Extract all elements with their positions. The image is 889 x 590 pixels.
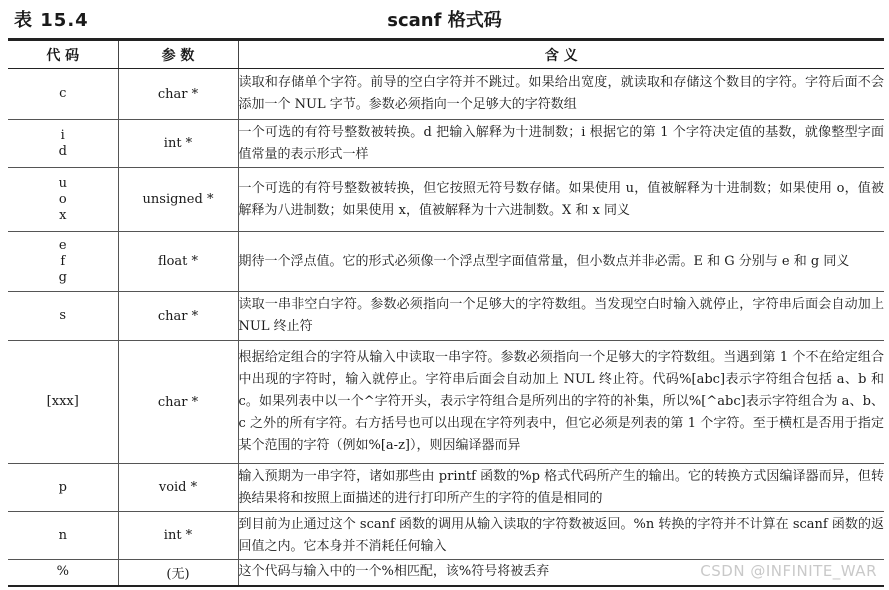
format-code: %	[56, 564, 69, 580]
description-cell: 到目前为止通过这个 scanf 函数的调用从输入读取的字符数被返回。%n 转换的字符并不计算在 scanf 函数的返回值之内。它本身并不消耗任何输入	[238, 512, 884, 560]
param-cell: void *	[118, 464, 238, 512]
header-code: 代 码	[8, 40, 118, 69]
param-cell: char *	[118, 341, 238, 464]
table-row	[8, 168, 884, 232]
description-cell: 这个代码与输入中的一个%相匹配，该%符号将被丢弃	[238, 560, 884, 586]
param-cell: (无)	[118, 560, 238, 586]
code-cell	[8, 292, 118, 341]
table-number: 表 15.4	[14, 10, 89, 31]
format-code: [xxx]	[46, 394, 79, 409]
header-meaning: 含 义	[238, 40, 884, 69]
format-code: g	[58, 269, 67, 285]
watermark: CSDN @INFINITE_WAR	[700, 562, 877, 580]
scanf-format-table	[8, 38, 884, 587]
table-row	[8, 512, 884, 560]
description-cell: 输入预期为一串字符，诸如那些由 printf 函数的%p 格式代码所产生的输出。它的转换方式因编译器而异，但转换结果将和按照上面描述的进行打印所产生的字符的值是相同的	[238, 464, 884, 512]
code-cell	[8, 341, 118, 464]
table-row	[8, 292, 884, 341]
code-cell	[8, 168, 118, 232]
description-cell: 期待一个浮点值。它的形式必须像一个浮点型字面值常量，但小数点并非必需。E 和 G 分别与 e 和 g 同义	[238, 232, 884, 292]
description-cell: 根据给定组合的字符从输入中读取一串字符。参数必须指向一个足够大的字符数组。当遇到第 1 个不在给定组合中出现的字符时，输入就停止。字符串后面会自动加上 NUL 终止符。代码%[abc]表示字符组合包括 a、b 和 c。如果列表中以一个^字符开头，表示字符组合是所列出的字符的补集，所以%[^abc]表示字符组合为 a、b、c 之外的所有字符。右方括号也可以出现在字符列表中，但它必须是列表的第 1 个字符。至于横杠是否用于指定某个范围的字符（例如%[a-z]），则因编译器而异	[238, 341, 884, 464]
table-row	[8, 120, 884, 168]
header-param: 参 数	[118, 40, 238, 69]
format-code: d	[58, 143, 67, 159]
param-cell: int *	[118, 512, 238, 560]
param-cell: float *	[118, 232, 238, 292]
code-cell	[8, 560, 118, 586]
code-cell	[8, 69, 118, 120]
description-cell: 一个可选的有符号整数被转换，但它按照无符号数存储。如果使用 u，值被解释为十进制数；如果使用 o，值被解释为八进制数；如果使用 x，值被解释为十六进制数。X 和 x 同义	[238, 168, 884, 232]
param-cell: char *	[118, 69, 238, 120]
table-title: scanf 格式码	[387, 10, 502, 31]
format-code: i	[60, 127, 65, 143]
param-cell: char *	[118, 292, 238, 341]
format-code: x	[59, 207, 67, 223]
format-code: p	[58, 479, 67, 495]
code-cell	[8, 232, 118, 292]
format-code: u	[58, 175, 67, 191]
description-cell: 读取和存储单个字符。前导的空白字符并不跳过。如果给出宽度，就读取和存储这个数目的字符。字符后面不会添加一个 NUL 字节。参数必须指向一个足够大的字符数组	[238, 69, 884, 120]
table-row	[8, 341, 884, 464]
param-cell: unsigned *	[118, 168, 238, 232]
header-row	[8, 40, 884, 69]
format-code: e	[58, 237, 67, 253]
format-code: f	[60, 253, 66, 269]
table-row	[8, 232, 884, 292]
format-code: s	[59, 308, 67, 323]
table-row	[8, 464, 884, 512]
code-cell	[8, 512, 118, 560]
table-caption	[0, 0, 889, 34]
code-cell	[8, 120, 118, 168]
code-cell	[8, 464, 118, 512]
description-cell: 一个可选的有符号整数被转换。d 把输入解释为十进制数；i 根据它的第 1 个字符决定值的基数，就像整型字面值常量的表示形式一样	[238, 120, 884, 168]
param-cell: int *	[118, 120, 238, 168]
format-code: c	[59, 86, 67, 101]
table-row	[8, 69, 884, 120]
description-cell: 读取一串非空白字符。参数必须指向一个足够大的字符数组。当发现空白时输入就停止，字符串后面会自动加上 NUL 终止符	[238, 292, 884, 341]
format-code: n	[58, 527, 67, 543]
format-code: o	[58, 191, 67, 207]
